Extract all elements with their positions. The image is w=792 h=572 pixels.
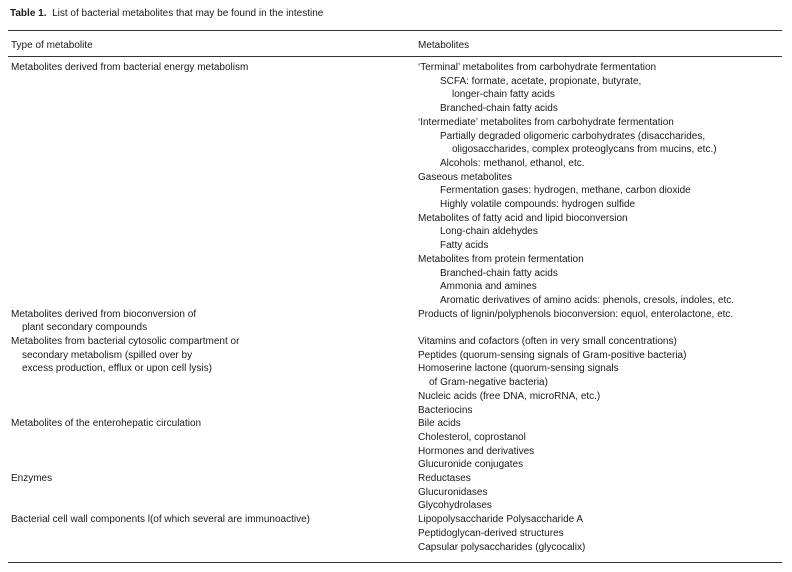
metabolite-line: Lipopolysaccharide Polysaccharide A — [418, 514, 584, 526]
metabolite-line: ‘Intermediate’ metabolites from carbohydrate fermentation — [418, 116, 674, 128]
bottom-rule — [8, 562, 782, 563]
metabolite-line: Capsular polysaccharides (glycocalix) — [418, 541, 586, 553]
metabolite-line: Peptidoglycan-derived structures — [418, 527, 564, 539]
metabolite-type-line: Metabolites derived from bacterial energy metabolism — [11, 62, 249, 73]
metabolite-line: Metabolites of fatty acid and lipid bioconversion — [418, 212, 628, 224]
metabolite-line: Branched-chain fatty acids — [440, 103, 558, 115]
metabolite-line: Alcohols: methanol, ethanol, etc. — [440, 157, 585, 169]
metabolite-line: Ammonia and amines — [440, 281, 537, 293]
metabolite-line: Glucuronidases — [418, 486, 488, 498]
metabolite-line: Products of lignin/polyphenols bioconversion: equol, enterolactone, etc. — [418, 308, 734, 320]
metabolite-line: Partially degraded oligomeric carbohydrates (disaccharides, — [440, 130, 706, 142]
metabolite-line: of Gram-negative bacteria) — [429, 377, 548, 389]
table-label: Table 1. — [10, 8, 47, 19]
metabolite-line: ‘Terminal’ metabolites from carbohydrate fermentation — [418, 62, 657, 73]
metabolite-line: Nucleic acids (free DNA, microRNA, etc.) — [418, 390, 601, 402]
metabolite-type-line: secondary metabolism (spilled over by — [22, 349, 193, 361]
metabolite-type-line: Bacterial cell wall components l(of which several are immunoactive) — [11, 514, 311, 526]
metabolite-line: oligosaccharides, complex proteoglycans from mucins, etc.) — [452, 144, 717, 156]
metabolite-line: longer-chain fatty acids — [452, 89, 555, 101]
metabolite-line: Aromatic derivatives of amino acids: phenols, cresols, indoles, etc. — [440, 294, 735, 306]
metabolite-type-line: Enzymes — [11, 473, 53, 484]
metabolite-line: Homoserine lactone (quorum-sensing signals — [418, 363, 619, 375]
metabolite-line: SCFA: formate, acetate, propionate, butyrate, — [440, 75, 642, 87]
metabolite-line: Cholesterol, coprostanol — [418, 431, 526, 443]
metabolite-line: Fermentation gases: hydrogen, methane, carbon dioxide — [440, 185, 691, 197]
top-rule — [8, 30, 782, 31]
metabolite-line: Hormones and derivatives — [418, 445, 535, 457]
table-caption — [10, 8, 323, 19]
metabolite-type-line: Metabolites derived from bioconversion of — [11, 308, 197, 320]
metabolite-line: Glycohydrolases — [418, 500, 492, 512]
metabolite-line: Glucuronide conjugates — [418, 459, 524, 471]
metabolite-type-line: Metabolites of the enterohepatic circulation — [11, 418, 202, 430]
header-rule — [8, 56, 782, 57]
metabolite-line: Long-chain aldehydes — [440, 226, 538, 238]
metabolite-type-line: Metabolites from bacterial cytosolic compartment or — [11, 336, 240, 347]
metabolite-line: Reductases — [418, 473, 471, 484]
metabolite-line: Bile acids — [418, 418, 461, 430]
column-header-metabolites: Metabolites — [418, 40, 470, 51]
metabolite-line: Fatty acids — [440, 240, 489, 252]
metabolite-line: Branched-chain fatty acids — [440, 267, 558, 279]
column-header-type: Type of metabolite — [11, 40, 93, 51]
metabolite-line: Peptides (quorum-sensing signals of Gram-positive bacteria) — [418, 349, 687, 361]
metabolite-line: Vitamins and cofactors (often in very small concentrations) — [418, 336, 677, 347]
table-title: List of bacterial metabolites that may be found in the intestine — [52, 8, 324, 19]
metabolite-line: Bacteriocins — [418, 404, 473, 416]
metabolite-type-line: excess production, efflux or upon cell lysis) — [22, 363, 212, 375]
metabolite-line: Highly volatile compounds: hydrogen sulfide — [440, 199, 636, 210]
metabolite-line: Gaseous metabolites — [418, 171, 512, 183]
metabolite-line: Metabolites from protein fermentation — [418, 253, 584, 265]
metabolite-type-line: plant secondary compounds — [22, 322, 148, 334]
